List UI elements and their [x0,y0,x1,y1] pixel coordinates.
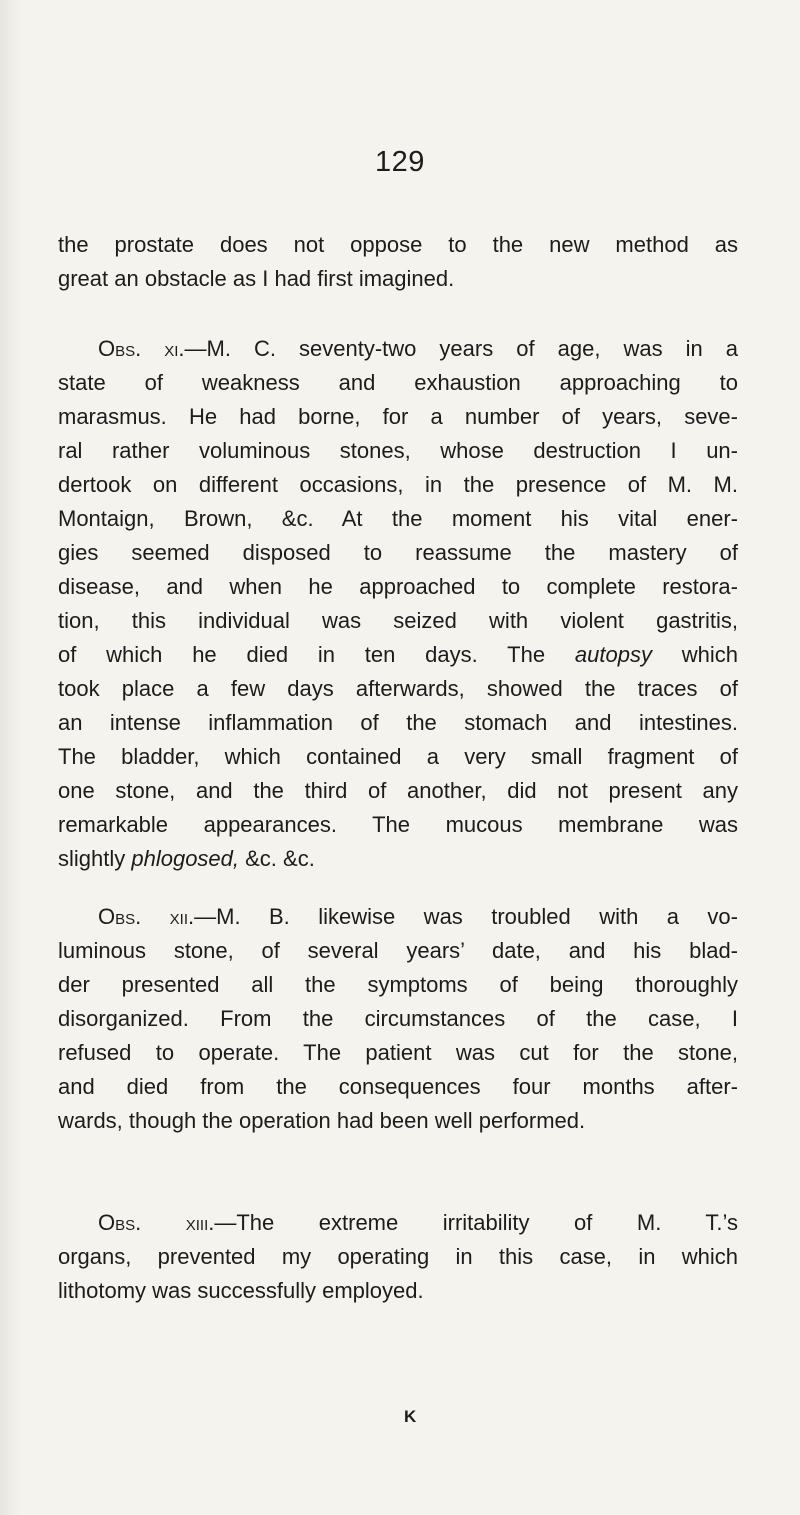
text-line: and died from the consequences four months after- [58,1074,738,1099]
paragraph-continuation [58,228,738,296]
text-line: remarkable appearances. The mucous membrane was [58,812,738,837]
italic-term: phlogosed, [131,846,240,871]
text-line: The bladder, which contained a very small fragment of [58,744,738,769]
observation-xii [58,900,738,1138]
text-line: Obs. xi.—M. C. seventy-two years of age, was in a [98,336,738,361]
observation-label: Obs. xiii. [98,1210,215,1235]
text-line: der presented all the symptoms of being thoroughly [58,972,738,997]
text-line: Obs. xii.—M. B. likewise was troubled with a vo- [98,904,738,929]
text-line: dertook on different occasions, in the presence of M. M. [58,472,738,497]
text-line: marasmus. He had borne, for a number of years, seve- [58,404,738,429]
text-line: great an obstacle as I had first imagined. [58,266,455,291]
page-number: 129 [375,146,425,178]
text-line: tion, this individual was seized with violent gastritis, [58,608,738,633]
text-line: Obs. xiii.—The extreme irritability of M. T.’s [98,1210,739,1235]
text-line: wards, though the operation had been well performed. [58,1108,586,1133]
text-line: one stone, and the third of another, did not present any [58,778,738,803]
text-line: gies seemed disposed to reassume the mastery of [58,540,738,565]
text-line: organs, prevented my operating in this case, in which [58,1244,738,1269]
text-line: ral rather voluminous stones, whose destruction I un- [58,438,738,463]
text-line: slightly phlogosed, &c. &c. [58,846,315,871]
text-line: state of weakness and exhaustion approaching to [58,370,738,395]
observation-xi [58,332,738,876]
text-line: disease, and when he approached to complete restora- [58,574,738,599]
observation-label: Obs. xi. [98,336,185,361]
observation-xiii [58,1206,738,1308]
signature-mark: K [404,1407,418,1426]
observation-label: Obs. xii. [98,904,195,929]
text-line: an intense inflammation of the stomach and intestines. [58,710,738,735]
text-line: took place a few days afterwards, showed the traces of [58,676,738,701]
text-line: the prostate does not oppose to the new method as [58,232,738,257]
text-line: disorganized. From the circumstances of the case, I [58,1006,738,1031]
text-line: refused to operate. The patient was cut for the stone, [58,1040,738,1065]
text-line: Montaign, Brown, &c. At the moment his vital ener- [58,506,738,531]
text-line: lithotomy was successfully employed. [58,1278,424,1303]
italic-term: autopsy [574,642,652,667]
page-edge-shadow [0,0,22,1515]
text-line: of which he died in ten days. The autopsy which [58,642,739,667]
text-line: luminous stone, of several years’ date, and his blad- [58,938,738,963]
